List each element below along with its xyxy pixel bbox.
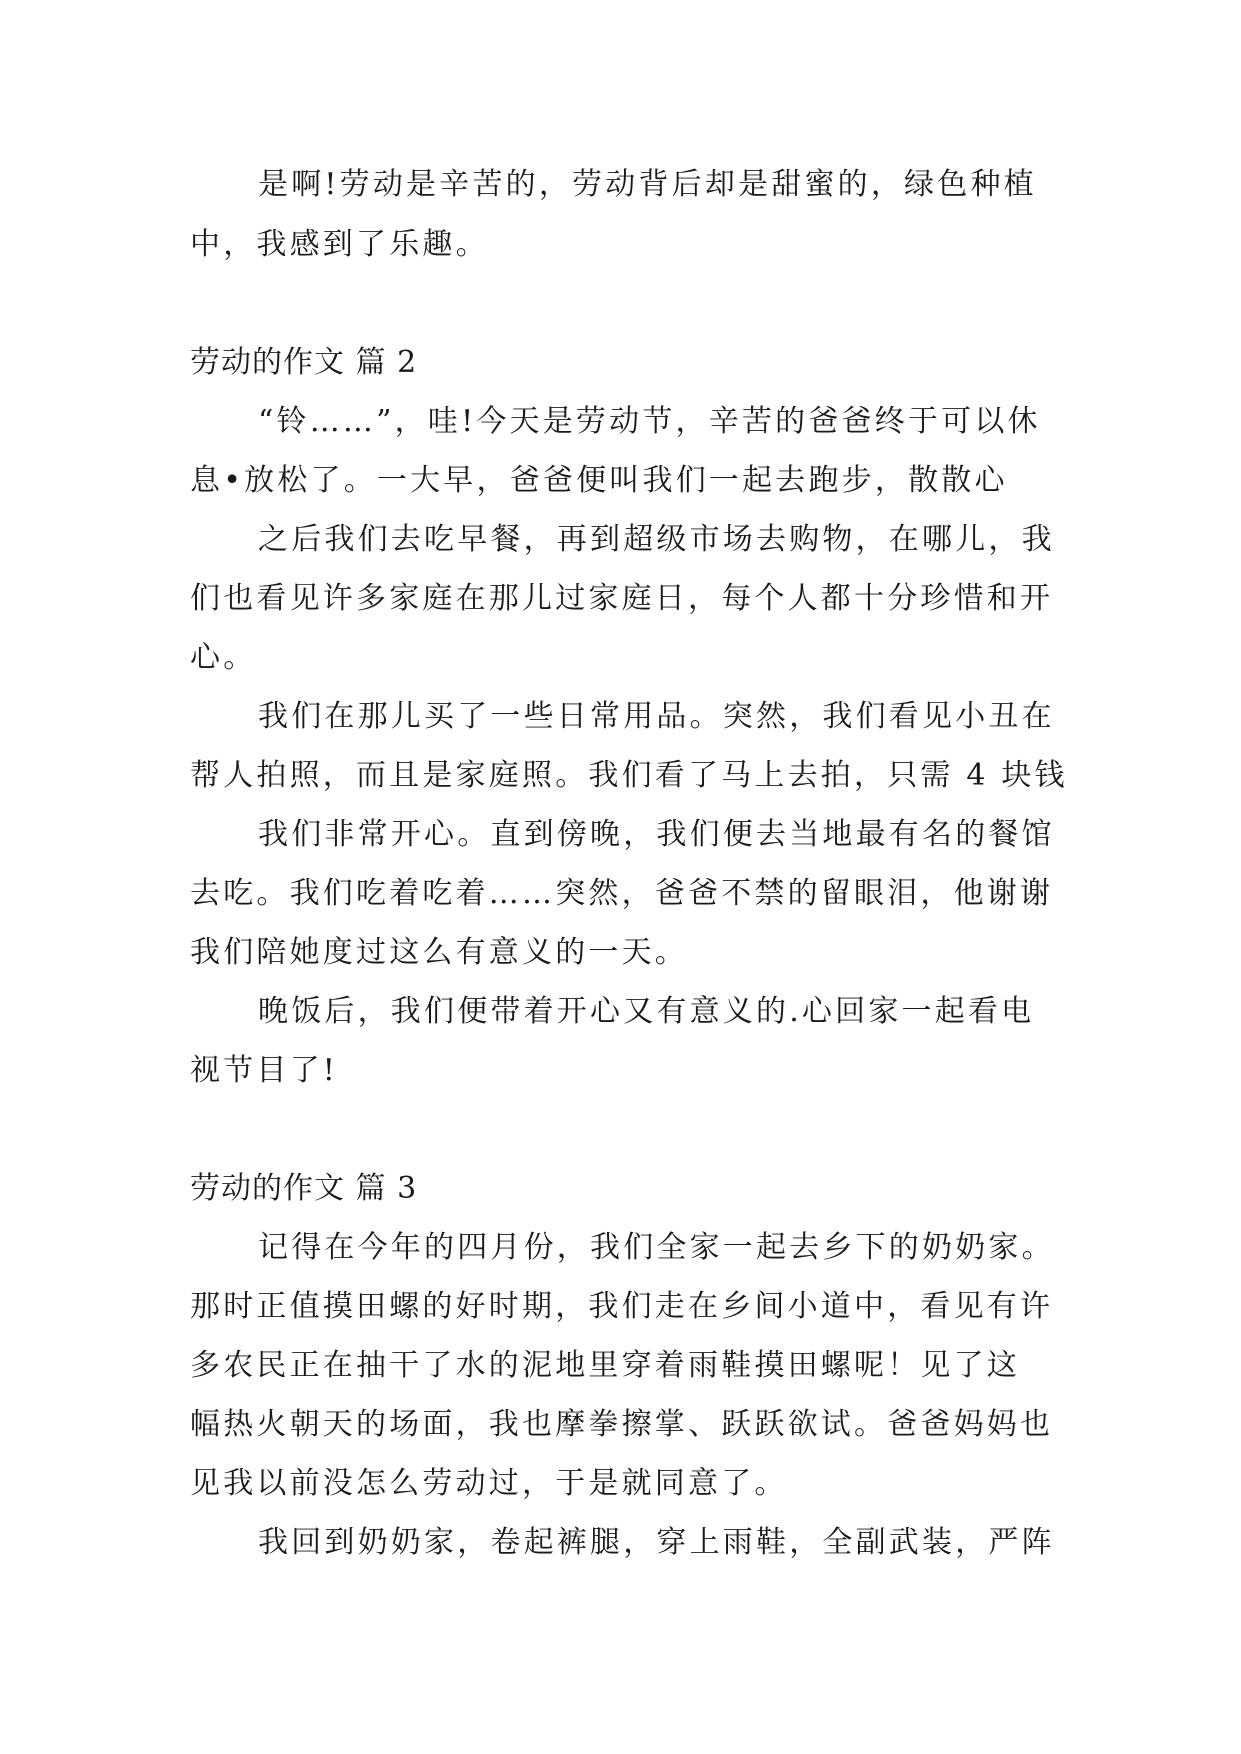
paragraph-line: 心。: [190, 640, 257, 675]
paragraph-line: 我们非常开心。直到傍晚，我们便去当地最有名的餐馆: [258, 817, 1055, 852]
paragraph-line: 我们在那儿买了一些日常用品。突然，我们看见小丑在: [258, 699, 1055, 734]
section-heading: 劳动的作文 篇 2: [190, 345, 418, 380]
paragraph-line: 那时正值摸田螺的好时期，我们走在乡间小道中，看见有许: [190, 1289, 1054, 1324]
section-heading: 劳动的作文 篇 3: [190, 1171, 418, 1206]
paragraph-line: 记得在今年的四月份，我们全家一起去乡下的奶奶家。: [258, 1230, 1055, 1265]
paragraph-line: 帮人拍照，而且是家庭照。我们看了马上去拍，只需 4 块钱: [190, 758, 1068, 793]
paragraph-line: 视节目了!: [190, 1053, 339, 1088]
paragraph-line: “铃……”，哇!今天是劳动节，辛苦的爸爸终于可以休: [258, 404, 1041, 439]
paragraph-line: 多农民正在抽干了水的泥地里穿着雨鞋摸田螺呢！见了这: [190, 1348, 1020, 1383]
paragraph-line: 去吃。我们吃着吃着……突然，爸爸不禁的留眼泪，他谢谢: [190, 876, 1054, 911]
paragraph-line: 见我以前没怎么劳动过，于是就同意了。: [190, 1466, 788, 1501]
paragraph-line: 晚饭后，我们便带着开心又有意义的.心回家一起看电: [258, 994, 1035, 1029]
paragraph-line: 息•放松了。一大早，爸爸便叫我们一起去跑步，散散心: [190, 463, 1008, 498]
paragraph-line: 幅热火朝天的场面，我也摩拳擦掌、跃跃欲试。爸爸妈妈也: [190, 1407, 1054, 1442]
paragraph-line: 是啊!劳动是辛苦的，劳动背后却是甜蜜的，绿色种植: [258, 167, 1037, 202]
paragraph-line: 我们陪她度过这么有意义的一天。: [190, 935, 688, 970]
paragraph-line: 之后我们去吃早餐，再到超级市场去购物，在哪儿，我: [258, 522, 1055, 557]
paragraph-line: 们也看见许多家庭在那儿过家庭日，每个人都十分珍惜和开: [190, 581, 1054, 616]
paragraph-line: 我回到奶奶家，卷起裤腿，穿上雨鞋，全副武装，严阵: [258, 1525, 1055, 1560]
paragraph-line: 中，我感到了乐趣。: [190, 227, 489, 262]
